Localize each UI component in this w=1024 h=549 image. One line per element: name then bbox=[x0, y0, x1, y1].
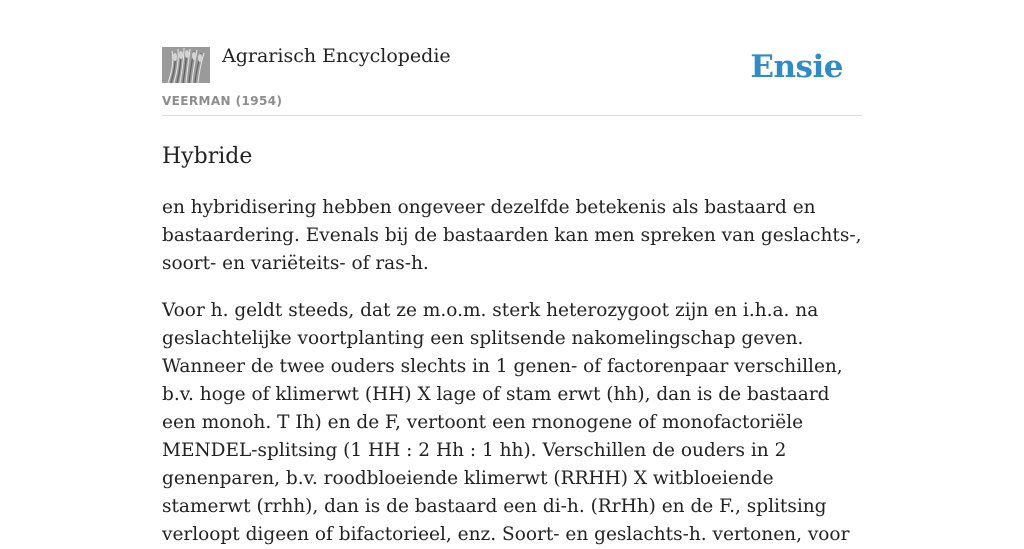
wheat-engraving-icon[interactable] bbox=[162, 47, 210, 83]
article-container bbox=[162, 0, 862, 549]
ensie-logo-link[interactable]: Ensie bbox=[750, 49, 843, 85]
article-title: Hybride bbox=[162, 144, 253, 169]
article-paragraph-2: Voor h. geldt steeds, dat ze m.o.m. sterk heterozygoot zijn en i.h.a. na geslachtelijke voortplanting een splitsende nakomelingschap geven. Wanneer de twee ouders slechts in 1 genen- of factorenpaar verschillen, b.v. hoge of klimerwt (HH) X lage of stam erwt (hh), dan is de bastaard een monoh. T Ih) en de F, vertoont een rnonogene of monofactoriële MENDEL-splitsing (1 HH : 2 Hh : 1 hh). Verschillen de ouders in 2 genenparen, b.v. roodbloeiende klimerwt (RRHH) X witbloeiende stamerwt (rrhh), dan is de bastaard een di-h. (RrHh) en de F., splitsing verloopt digeen of bifactorieel, enz. Soort- en geslachts-h. vertonen, voor bbox=[162, 300, 850, 545]
source-title[interactable]: Agrarisch Encyclopedie bbox=[222, 45, 451, 67]
source-subtitle: VEERMAN (1954) bbox=[162, 94, 283, 108]
article-paragraph-1: en hybridisering hebben ongeveer dezelfde betekenis als bastaard en bastaardering. Evenals bij de bastaarden kan men spreken van geslachts-, soort- en variëteits- of ras-h. bbox=[162, 197, 862, 274]
source-header bbox=[162, 0, 862, 116]
